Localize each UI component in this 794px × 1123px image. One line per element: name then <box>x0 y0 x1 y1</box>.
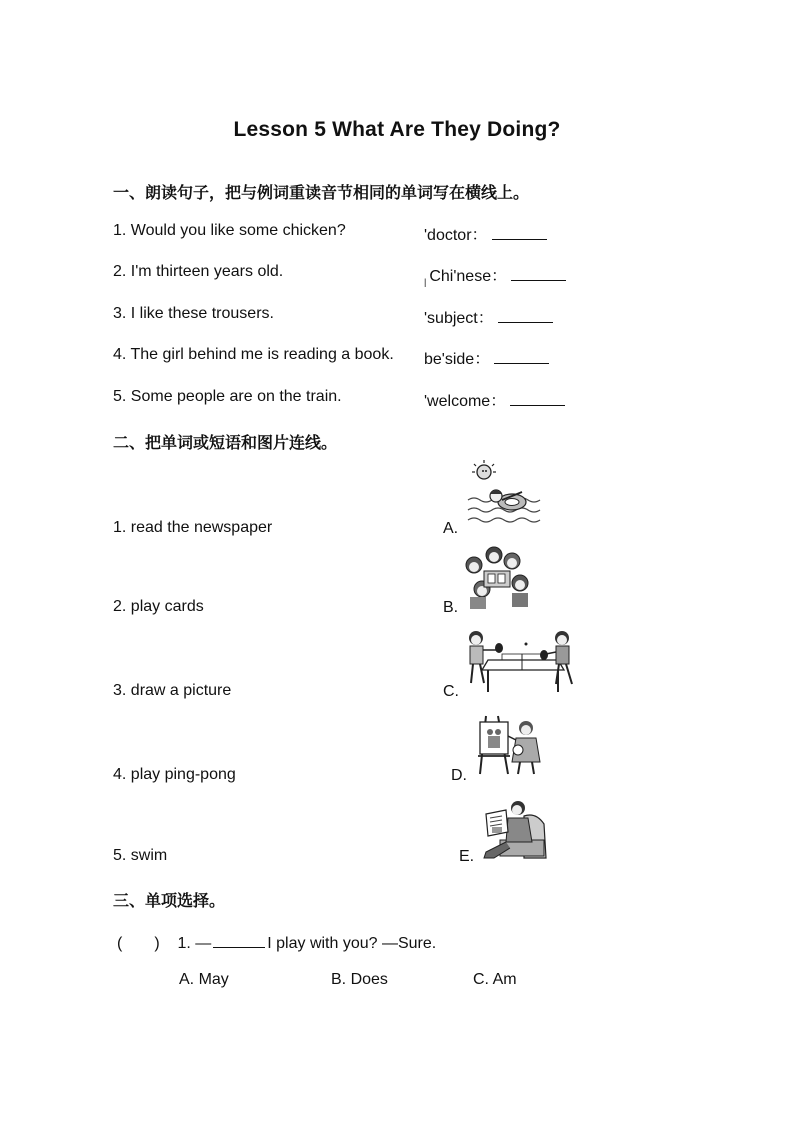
answer-parentheses[interactable]: ( ) <box>117 935 160 952</box>
s2-phrase-2: 2. play cards <box>113 598 204 615</box>
s1-sentence-4: 4. The girl behind me is reading a book. <box>113 346 394 363</box>
s2-phrase-4: 4. play ping-pong <box>113 766 236 783</box>
s3-question-1 <box>117 930 436 953</box>
newspaper-picture <box>480 796 548 862</box>
section1-heading: 一、朗读句子，把与例词重读音节相同的单词写在横线上。 <box>113 183 530 202</box>
s2-letter-d: D. <box>451 767 467 784</box>
s1-sentence-2: 2. I'm thirteen years old. <box>113 263 284 280</box>
question-number: 1. <box>177 935 191 952</box>
answer-blank[interactable] <box>498 308 553 323</box>
s1-sentence-3: 3. I like these trousers. <box>113 305 274 322</box>
s1-word-1: 'doctor： <box>424 222 547 245</box>
s1-word-3: 'subject： <box>424 305 553 328</box>
s3-option-c[interactable]: C. Am <box>473 971 517 988</box>
s2-phrase-3: 3. draw a picture <box>113 682 232 699</box>
answer-blank[interactable] <box>511 266 566 281</box>
s2-letter-b: B. <box>443 599 459 616</box>
drawing-picture <box>474 712 544 778</box>
page-title: Lesson 5 What Are They Doing? <box>233 118 561 141</box>
s3-option-a[interactable]: A. May <box>179 971 229 988</box>
s2-letter-e: E. <box>459 848 475 865</box>
question-text: I play with you? —Sure. <box>267 935 437 952</box>
s2-letter-c: C. <box>443 683 459 700</box>
s2-letter-a: A. <box>443 520 459 537</box>
s2-phrase-1: 1. read the newspaper <box>113 519 273 536</box>
swimming-picture <box>466 460 544 528</box>
s1-word-2: $_|$ Chi'nese： <box>424 263 566 287</box>
ping-pong-picture <box>462 628 578 696</box>
s2-phrase-5: 5. swim <box>113 847 168 864</box>
playing-cards-picture <box>462 545 534 611</box>
dash-before: — <box>195 935 212 952</box>
answer-blank[interactable] <box>492 225 547 240</box>
answer-blank[interactable] <box>494 349 549 364</box>
s1-word-4: be'side： <box>424 346 549 369</box>
s3-option-b[interactable]: B. Does <box>331 971 388 988</box>
question-blank[interactable] <box>213 933 265 948</box>
section3-heading: 三、单项选择。 <box>113 891 226 910</box>
s1-word-5: 'welcome： <box>424 388 565 411</box>
s1-sentence-1: 1. Would you like some chicken? <box>113 222 346 239</box>
section2-heading: 二、把单词或短语和图片连线。 <box>113 433 338 452</box>
s1-sentence-5: 5. Some people are on the train. <box>113 388 342 405</box>
secondary-stress-mark: | <box>424 277 427 287</box>
answer-blank[interactable] <box>510 391 565 406</box>
